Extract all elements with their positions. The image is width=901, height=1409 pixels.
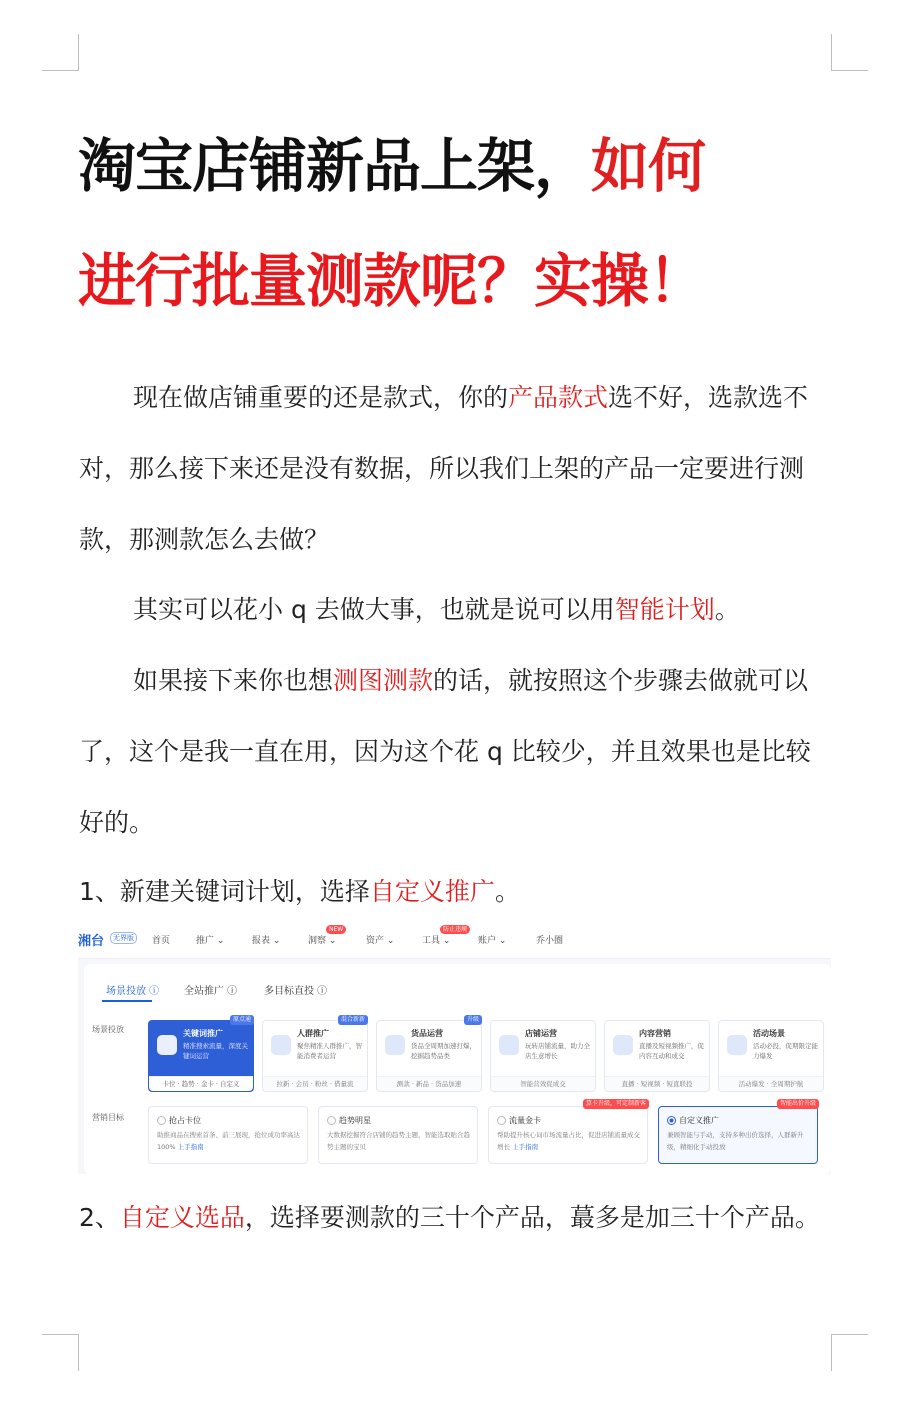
embedded-screenshot <box>78 918 831 1174</box>
goal-desc: 大数据挖掘符合店铺的趋势主题，智能选取贴合趋势主题的宝贝 <box>327 1131 470 1151</box>
goal-title: 自定义推广 <box>679 1116 719 1125</box>
goal-badge: 算卡升级，可定制新客 <box>583 1099 649 1109</box>
crop-mark-top-right <box>831 34 868 71</box>
goal-card-rank[interactable] <box>148 1106 308 1164</box>
guide-link[interactable]: 上手指南 <box>512 1143 539 1151</box>
goal-title: 趋势明星 <box>339 1116 371 1125</box>
page-title-line-2: 进行批量测款呢？实操！ <box>78 247 706 315</box>
scene-foot: 测款 · 新品 · 货品加速 <box>377 1076 481 1091</box>
activity-icon <box>727 1035 747 1055</box>
screenshot-nav <box>78 918 831 959</box>
nav-item[interactable]: 首页 <box>152 936 171 946</box>
goal-desc: 帮助提升核心词市场流量占比，促进店铺流量成交增长 上手指南 <box>497 1131 640 1151</box>
nav-item[interactable]: 报表 ⌄ <box>252 936 281 946</box>
nav-tool-tag: 防止违规 <box>440 925 470 934</box>
scene-desc: 货品全周期加速打爆，挖掘趋势品类 <box>411 1042 476 1060</box>
goal-desc: 助推商品在搜索首条、前三展现，抢位成功率高达100% 上手指南 <box>157 1131 300 1151</box>
step-1: 1、新建关键词计划，选择自定义推广。 <box>79 877 520 906</box>
tab-allsite[interactable]: 全站推广 ⓘ <box>184 986 238 997</box>
scene-card-content[interactable] <box>604 1020 710 1092</box>
crowd-icon <box>271 1035 291 1055</box>
keyword-icon <box>157 1035 177 1055</box>
scene-title: 人群推广 <box>297 1029 329 1038</box>
nav-item[interactable]: 账户 ⌄ <box>478 936 507 946</box>
radio-button[interactable] <box>157 1116 166 1125</box>
nav-item[interactable]: 推广 ⌄ <box>196 936 225 946</box>
goal-card-traffic[interactable] <box>488 1100 648 1164</box>
tab-underline <box>102 1000 152 1002</box>
screenshot-panel <box>84 964 831 1174</box>
tab-scene[interactable]: 场景投放 ⓘ <box>106 986 160 997</box>
logo-badge: 无界版 <box>110 932 137 944</box>
paragraph-3: 如果接下来你也想测图测款的话，就按照这个步骤去做就可以了，这个是我一直在用，因为这个花 q 比较少，并且效果也是比较好的。 <box>79 666 811 837</box>
scene-foot: 直播 · 短视频 · 短直联投 <box>605 1076 709 1091</box>
scene-title: 内容营销 <box>639 1029 671 1038</box>
scene-foot: 活动爆发 · 全周期护航 <box>719 1076 823 1091</box>
tab-multigoal[interactable]: 多目标直投 ⓘ <box>264 986 328 997</box>
scene-badge: 原点通 <box>230 1015 254 1025</box>
scene-card-activity[interactable] <box>718 1020 824 1092</box>
scene-card-crowd[interactable] <box>262 1016 368 1092</box>
scene-desc: 直播及短视频推广，促内容互动和成交 <box>639 1042 704 1060</box>
guide-link[interactable]: 上手指南 <box>177 1143 204 1151</box>
shop-icon <box>499 1035 519 1055</box>
scene-foot: 卡位 · 趋势 · 金卡 · 自定义 <box>149 1076 253 1091</box>
scene-foot: 智能营效促成交 <box>491 1076 595 1091</box>
goal-card-trend[interactable] <box>318 1106 478 1164</box>
scene-card-goods[interactable] <box>376 1016 482 1092</box>
goal-card-custom[interactable] <box>658 1100 818 1164</box>
scene-badge: 混合新新 <box>338 1015 368 1025</box>
nav-item[interactable]: 资产 ⌄ <box>366 936 395 946</box>
crop-mark-top-left <box>42 34 79 71</box>
crop-mark-bottom-right <box>831 1334 868 1371</box>
radio-button-selected[interactable] <box>667 1116 676 1125</box>
crop-mark-bottom-left <box>42 1334 79 1371</box>
row-label-goal: 营销目标 <box>92 1113 124 1122</box>
scene-card-shop[interactable] <box>490 1020 596 1092</box>
scene-title: 关键词推广 <box>183 1029 223 1038</box>
goal-title: 抢占卡位 <box>169 1116 201 1125</box>
scene-title: 店铺运营 <box>525 1029 557 1038</box>
scene-desc: 玩转店铺流量，助力全店生意增长 <box>525 1042 590 1060</box>
scene-desc: 活动必投，促期限定能力爆发 <box>753 1042 818 1060</box>
content-icon <box>613 1035 633 1055</box>
nav-item[interactable]: 洞察 ⌄ <box>308 936 337 946</box>
screenshot-logo: 湘台 <box>78 934 105 949</box>
scene-foot: 拉新 · 会员 · 粉丝 · 借量流 <box>263 1076 367 1091</box>
scene-title: 货品运营 <box>411 1029 443 1038</box>
radio-button[interactable] <box>497 1116 506 1125</box>
nav-new-tag: NEW <box>326 925 346 934</box>
scene-card-keyword[interactable] <box>148 1016 254 1092</box>
goal-title: 流量金卡 <box>509 1116 541 1125</box>
paragraph-2: 其实可以花小 q 去做大事，也就是说可以用智能计划。 <box>133 595 740 624</box>
goal-desc: 兼顾智能与手动，支持多种出价选择，人群新升级，精细化手动投放 <box>667 1131 804 1151</box>
goal-badge: 智能出价升级 <box>777 1099 819 1109</box>
scene-title: 活动场景 <box>753 1029 785 1038</box>
page-title-line-1: 淘宝店铺新品上架，如何 <box>78 132 706 200</box>
row-label-scene: 场景投放 <box>92 1025 124 1034</box>
scene-desc: 聚焦精准人群推广，智能消费者运营 <box>297 1042 362 1060</box>
paragraph-1: 现在做店铺重要的还是款式，你的产品款式选不好，选款选不对，那么接下来还是没有数据，所以我们上架的产品一定要进行测款，那测款怎么去做？ <box>79 383 809 554</box>
radio-button[interactable] <box>327 1116 336 1125</box>
scene-badge: 升级 <box>464 1015 482 1025</box>
nav-item[interactable]: 乔小圈 <box>536 936 564 946</box>
goods-icon <box>385 1035 405 1055</box>
scene-desc: 精准搜索流量，深度关键词运营 <box>183 1042 248 1060</box>
nav-item[interactable]: 工具 ⌄ <box>422 936 451 946</box>
step-2: 2、自定义选品，选择要测款的三十个产品，蕞多是加三十个产品。 <box>79 1203 820 1232</box>
